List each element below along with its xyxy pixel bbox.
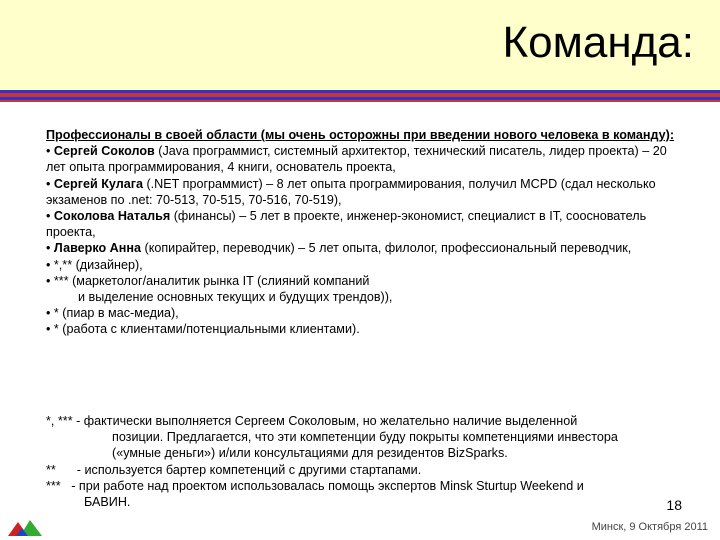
role-item: • * (работа с клиентами/потенциальными клиентами). bbox=[46, 322, 360, 337]
footnote-line: ** - используется бартер компетенций с другими стартапами. bbox=[46, 462, 422, 477]
member-desc: (копирайтер, переводчик) – 5 лет опыта, филолог, профессиональный переводчик, bbox=[141, 241, 632, 256]
role-item: • *,** (дизайнер), bbox=[46, 257, 143, 272]
member-item: • Сергей Кулага (.NET программист) – 8 лет опыта программирования, получил MCPD (сдал несколько экзаменов по .net: 70-513, 70-515, 70-516, 70-519), bbox=[46, 176, 656, 207]
footnote-line: *, *** - фактически выполняется Сергеем Соколовым, но желательно наличие выделенной bbox=[46, 414, 578, 428]
footnotes bbox=[46, 413, 686, 510]
page-number: 18 bbox=[666, 497, 682, 513]
member-item: • Лаверко Анна (копирайтер, переводчик) – 5 лет опыта, филолог, профессиональный переводчик, bbox=[46, 241, 632, 256]
intro-text: Профессионалы в своей области (мы очень осторожны при введении нового человека в команду): bbox=[46, 128, 675, 142]
member-item: • Соколова Наталья (финансы) – 5 лет в проекте, инженер-экономист, специалист в IT, сооснователь проекта, bbox=[46, 209, 647, 240]
footnote-line: *** - при работе над проектом использовалась помощь экспертов Minsk Sturtup Weekend и bbox=[46, 478, 584, 493]
member-desc: (.NET программист) – 8 лет опыта программирования, получил MCPD (сдал несколько экзаменов по .net: 70-513, 70-515, 70-516, 70-519), bbox=[46, 176, 656, 207]
member-name: Сергей Кулага bbox=[53, 176, 143, 191]
footnote-line: позиции. Предлагается, что эти компетенции буду покрыты компетенциями инвестора bbox=[112, 430, 618, 445]
member-item: • Сергей Соколов (Java программист, системный архитектор, технический писатель, лидер проекта) – 20 лет опыта программирования, 4 книги, основатель проекта, bbox=[46, 144, 667, 175]
slide-body bbox=[46, 127, 686, 338]
member-name: Сергей Соколов bbox=[53, 144, 155, 159]
role-item: • *** (маркетолог/аналитик рынка IT (слияний компаний bbox=[46, 273, 370, 288]
member-name: Лаверко Анна bbox=[53, 241, 141, 256]
footnote-line: («умные деньги») и/или консультациями для резидентов BizSparks. bbox=[112, 446, 508, 461]
member-name: Соколова Наталья bbox=[53, 209, 171, 224]
header-rule-red-2 bbox=[0, 100, 720, 102]
member-desc: (Java программист, системный архитектор, технический писатель, лидер проекта) – 20 лет опыта программирования, 4 книги, основатель проекта, bbox=[46, 144, 667, 175]
role-item: • * (пиар в мас-медиа), bbox=[46, 306, 179, 321]
role-item-continued: и выделение основных текущих и будущих трендов)), bbox=[78, 290, 393, 305]
footer-date: Минск, 9 Октября 2011 bbox=[591, 521, 708, 533]
slide-header bbox=[0, 0, 720, 90]
footnote-line: БАВИН. bbox=[84, 495, 131, 510]
member-desc: (финансы) – 5 лет в проекте, инженер-экономист, специалист в IT, сооснователь проекта, bbox=[46, 209, 647, 240]
slide-title: Команда: bbox=[502, 18, 694, 67]
mountain-logo-icon bbox=[8, 516, 46, 536]
